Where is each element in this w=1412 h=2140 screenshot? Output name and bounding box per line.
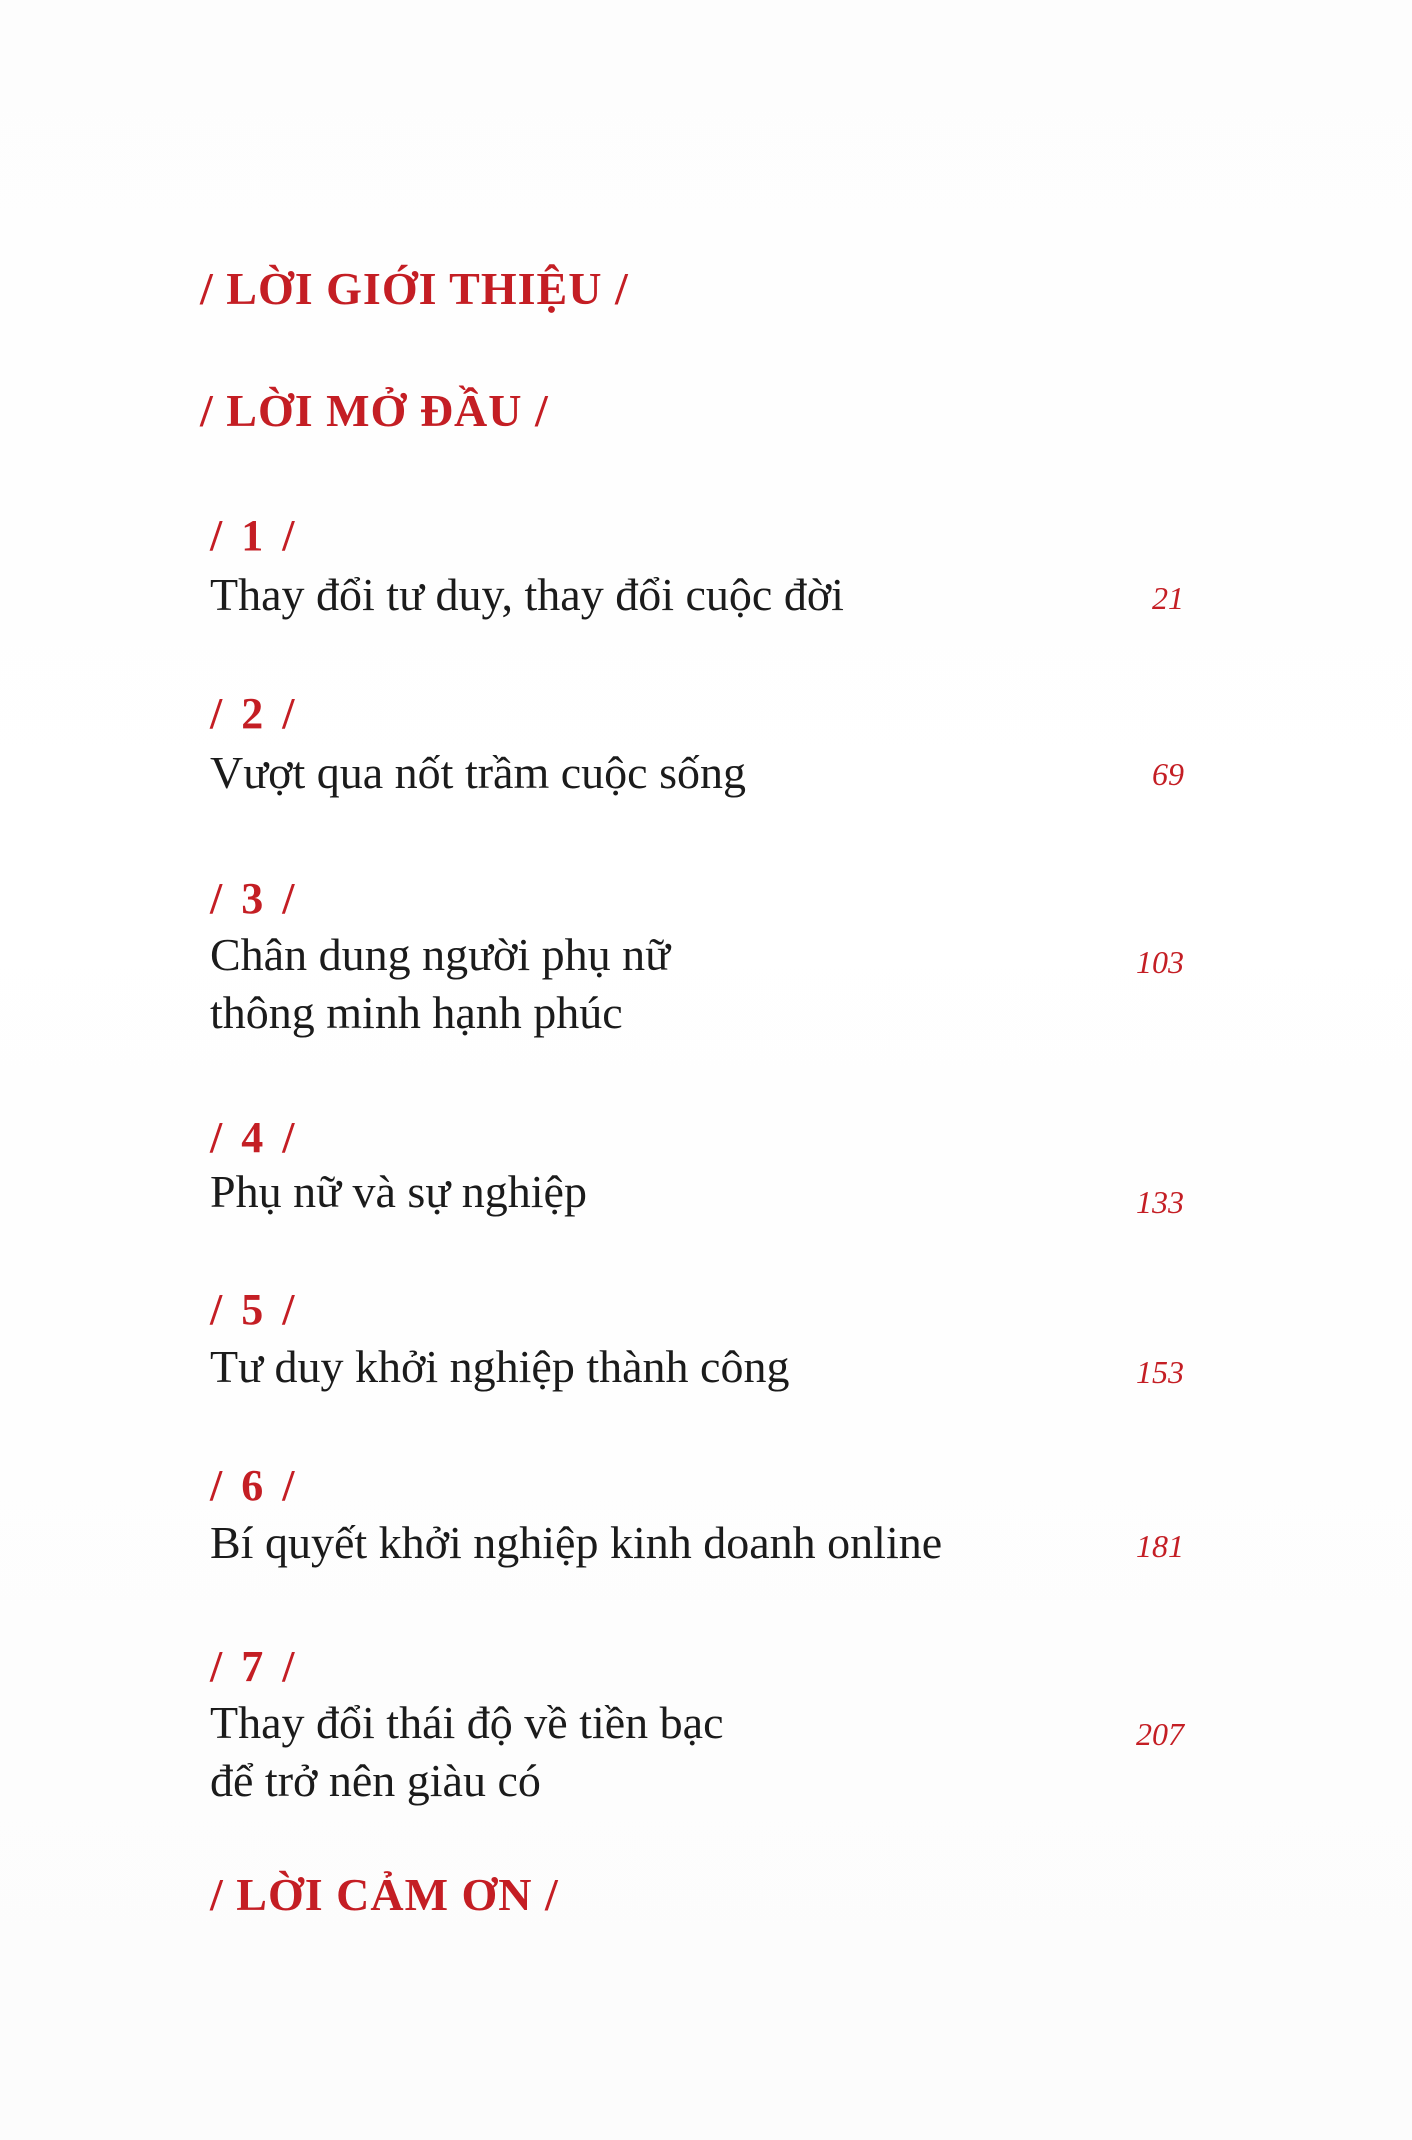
chapter-page-number: 153 xyxy=(1136,1354,1184,1390)
section-heading-acknowledgements: / LỜI CẢM ƠN / xyxy=(210,1869,559,1920)
chapter-page-number: 21 xyxy=(1152,580,1184,616)
chapter-number: / 1 / xyxy=(210,511,299,560)
chapter-title: Thay đổi tư duy, thay đổi cuộc đời xyxy=(210,569,844,620)
chapter-number: / 4 / xyxy=(210,1113,299,1162)
chapter-title: Chân dung người phụ nữ thông minh hạnh phúc xyxy=(210,929,671,1038)
chapter-page-number: 133 xyxy=(1136,1184,1184,1220)
chapter-number: / 2 / xyxy=(210,689,299,738)
chapter-title: Bí quyết khởi nghiệp kinh doanh online xyxy=(210,1517,943,1568)
section-heading-introduction: / LỜI GIỚI THIỆU / xyxy=(200,263,629,314)
chapter-number: / 6 / xyxy=(210,1461,299,1510)
chapter-number: / 5 / xyxy=(210,1285,299,1334)
chapter-title: Tư duy khởi nghiệp thành công xyxy=(210,1341,790,1392)
chapter-page-number: 181 xyxy=(1136,1528,1184,1564)
chapter-number: / 7 / xyxy=(210,1642,299,1691)
section-heading-preface: / LỜI MỞ ĐẦU / xyxy=(200,385,549,436)
chapter-title: Thay đổi thái độ về tiền bạc để trở nên giàu có xyxy=(210,1697,724,1806)
chapter-page-number: 207 xyxy=(1136,1716,1184,1752)
chapter-page-number: 103 xyxy=(1136,944,1184,980)
chapter-page-number: 69 xyxy=(1152,756,1184,792)
chapter-number: / 3 / xyxy=(210,874,299,923)
chapter-title: Phụ nữ và sự nghiệp xyxy=(210,1166,587,1217)
chapter-title: Vượt qua nốt trầm cuộc sống xyxy=(210,747,746,798)
